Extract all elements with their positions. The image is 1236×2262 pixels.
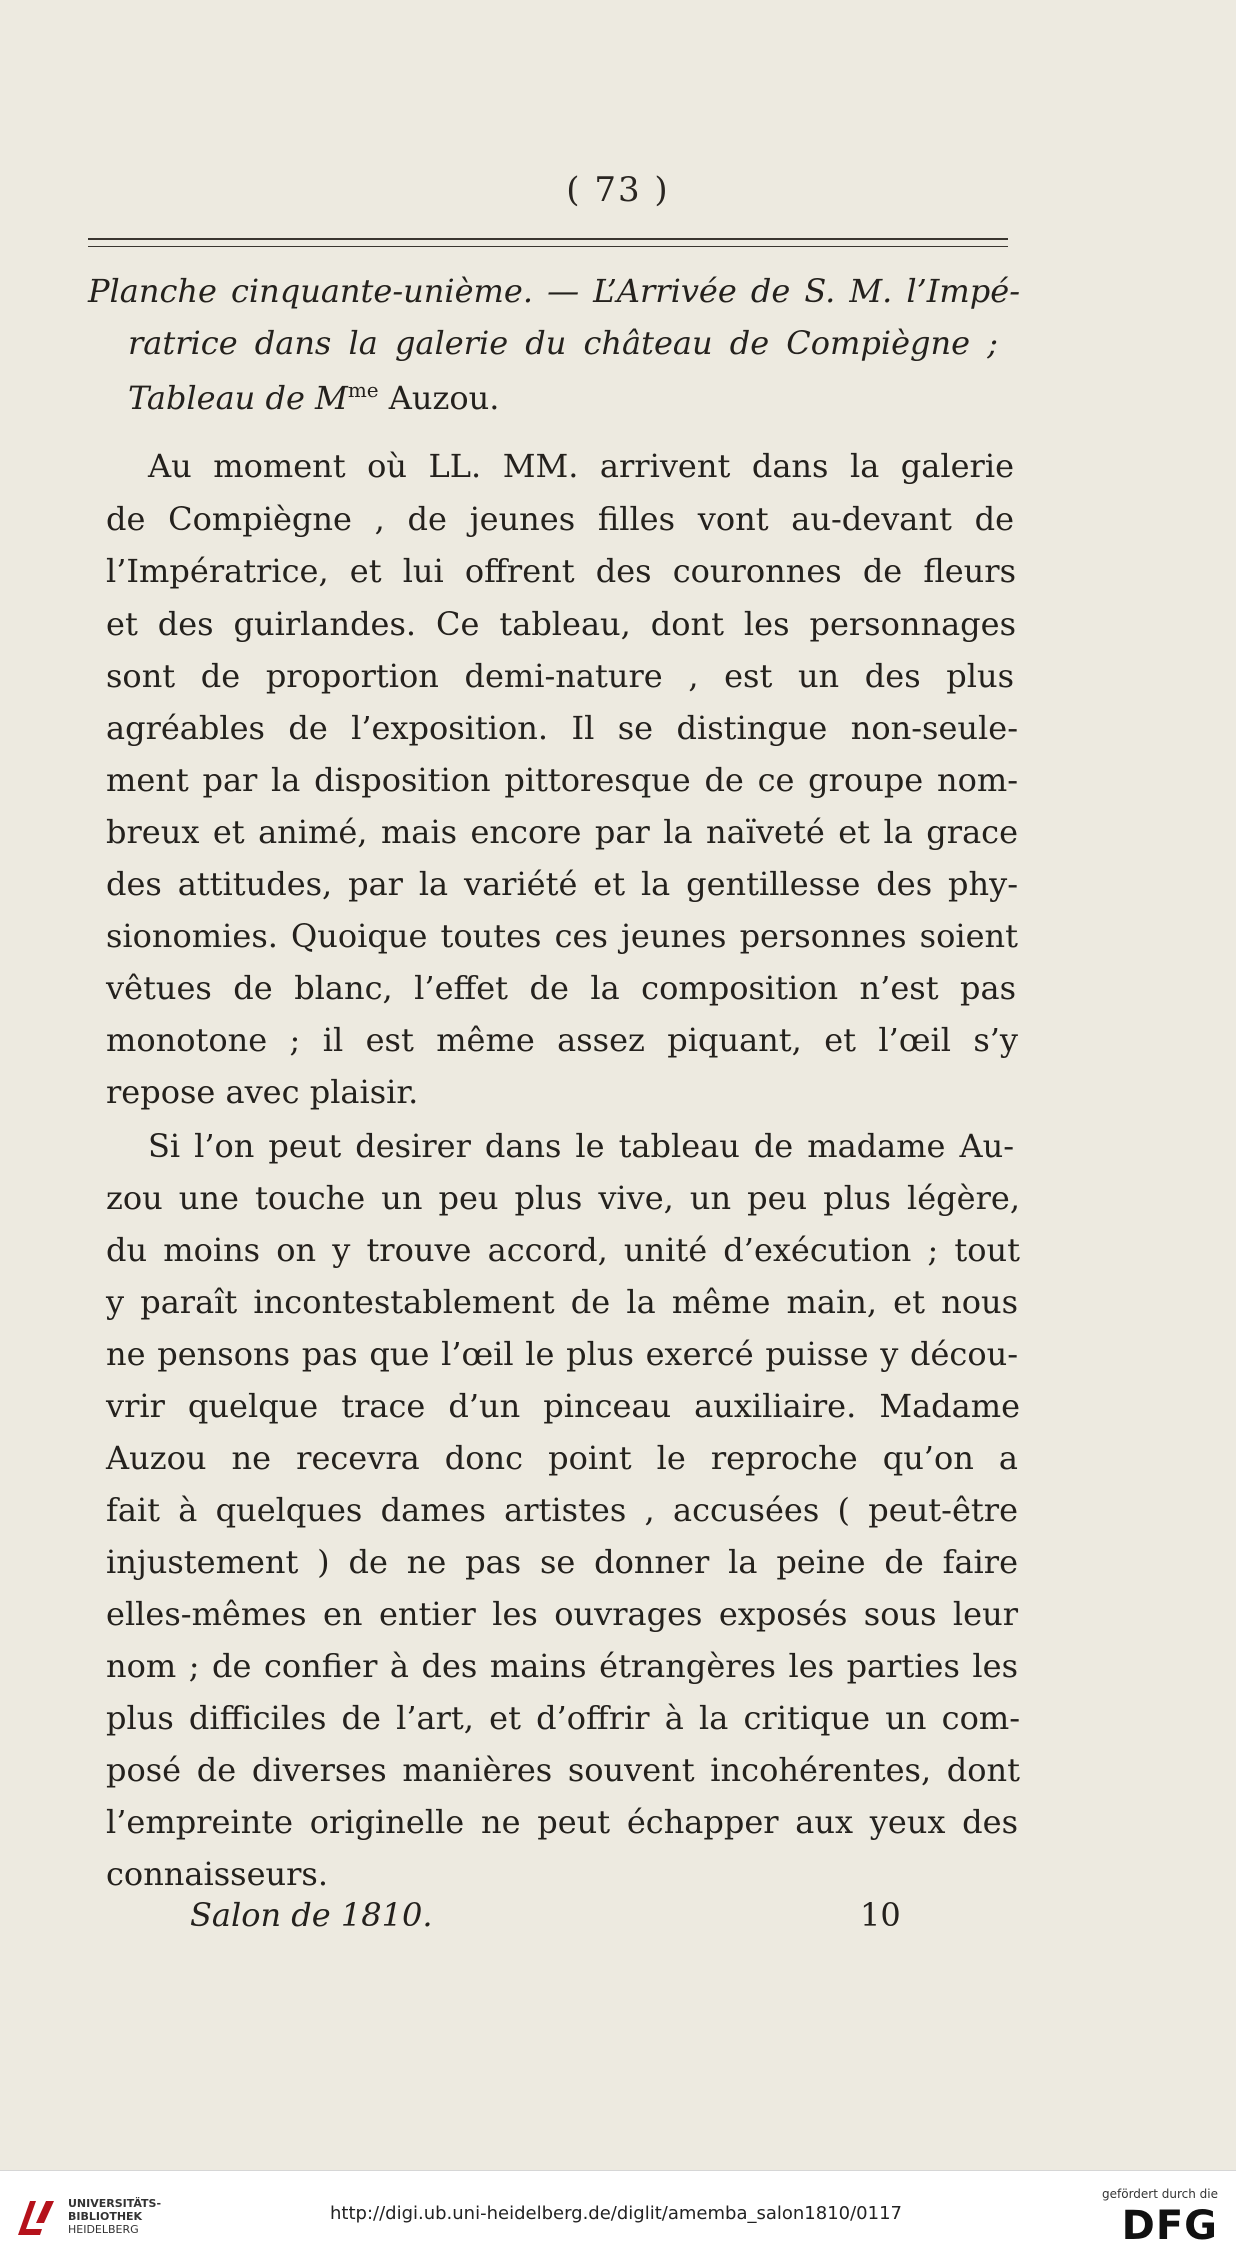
dfg-logo: DFG [1121, 2203, 1218, 2249]
body-line: sont de proportion demi-nature , est un des plus [106, 657, 1014, 695]
library-name-line: UNIVERSITÄTS- [68, 2197, 162, 2210]
library-name-line: HEIDELBERG [68, 2223, 139, 2236]
body-line: agréables de l’exposition. Il se distingue non-seule- [106, 709, 1018, 747]
heading-line-credit [128, 378, 499, 417]
body-line: de Compiègne , de jeunes filles vont au-devant de [106, 500, 1014, 538]
body-line: et des guirlandes. Ce tableau, dont les personnages [106, 605, 1016, 643]
body-line: fait à quelques dames artistes , accusées ( peut-être [106, 1491, 1018, 1529]
permalink-url[interactable]: http://digi.ub.uni-heidelberg.de/diglit/amemba_salon1810/0117 [330, 2203, 902, 2224]
body-line: connaisseurs. [106, 1855, 328, 1893]
page-number-header: ( 73 ) [566, 170, 670, 210]
body-line: vêtues de blanc, l’effet de la composition n’est pas [106, 969, 1016, 1007]
body-line: plus difficiles de l’art, et d’offrir à la critique un com- [106, 1699, 1020, 1737]
footer-bar [0, 2170, 1236, 2262]
body-line: nom ; de confier à des mains étrangères les parties les [106, 1647, 1018, 1685]
heading-credit-sup: me [347, 378, 379, 402]
heading-credit-post: Auzou. [378, 379, 500, 417]
body-line: Si l’on peut desirer dans le tableau de madame Au- [148, 1127, 1014, 1165]
body-line: elles-mêmes en entier les ouvrages exposés sous leur [106, 1595, 1018, 1633]
signature-mark: Salon de 1810. [190, 1896, 433, 1934]
body-line: Auzou ne recevra donc point le reproche qu’on a [106, 1439, 1018, 1477]
gathering-number: 10 [860, 1896, 901, 1934]
body-line: du moins on y trouve accord, unité d’exécution ; tout [106, 1231, 1020, 1269]
body-line: ment par la disposition pittoresque de ce groupe nom- [106, 761, 1018, 799]
body-line: zou une touche un peu plus vive, un peu plus légère, [106, 1179, 1020, 1217]
body-line: sionomies. Quoique toutes ces jeunes personnes soient [106, 917, 1018, 955]
body-line: l’empreinte originelle ne peut échapper aux yeux des [106, 1803, 1018, 1841]
body-line: des attitudes, par la variété et la gentillesse des phy- [106, 865, 1018, 903]
heading-line: ratrice dans la galerie du château de Compiègne ; [128, 324, 998, 362]
body-line: posé de diverses manières souvent incohérentes, dont [106, 1751, 1020, 1789]
body-line: injustement ) de ne pas se donner la peine de faire [106, 1543, 1018, 1581]
library-name-line: BIBLIOTHEK [68, 2210, 143, 2223]
university-library-logo-icon [14, 2195, 58, 2239]
funding-note: gefördert durch die [1102, 2187, 1218, 2201]
heading-line: Planche cinquante-unième. — L’Arrivée de S. M. l’Impé- [88, 272, 1020, 310]
heading-credit-pre: Tableau de M [128, 379, 348, 417]
body-line: repose avec plaisir. [106, 1073, 419, 1111]
body-line: y paraît incontestablement de la même main, et nous [106, 1283, 1018, 1321]
body-line: monotone ; il est même assez piquant, et l’œil s’y [106, 1021, 1018, 1059]
body-line: breux et animé, mais encore par la naïveté et la grace [106, 813, 1018, 851]
body-line: ne pensons pas que l’œil le plus exercé puisse y décou- [106, 1335, 1018, 1373]
body-line: vrir quelque trace d’un pinceau auxiliaire. Madame [106, 1387, 1020, 1425]
body-line: Au moment où LL. MM. arrivent dans la galerie [148, 447, 1014, 485]
body-line: l’Impératrice, et lui offrent des couronnes de fleurs [106, 552, 1016, 590]
library-name [68, 2197, 161, 2236]
